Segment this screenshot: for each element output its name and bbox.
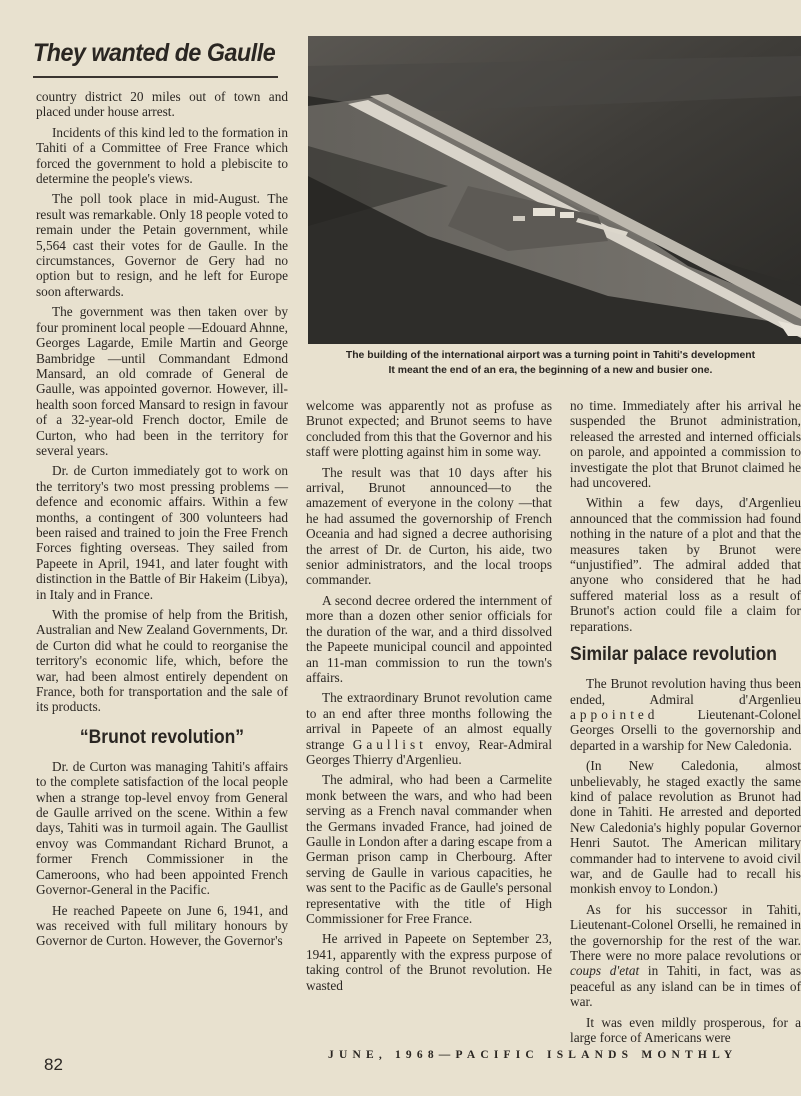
text-run: in Tahiti, in fact, was as peaceful as any island can be in times of war. <box>570 963 801 1010</box>
italic-phrase: coups d'etat <box>570 963 640 979</box>
page-number: 82 <box>44 1055 63 1074</box>
paragraph: He arrived in Papeete on September 23, 1941, apparently with the express purpose of taking control of the Brunot revolution. He wasted <box>306 931 552 993</box>
text-run: Lieutenant-Colonel Georges Orselli to the governorship and departed in a warship for New Caledonia. <box>570 706 801 753</box>
paragraph: (In New Caledonia, almost unbelievably, he staged exactly the same kind of palace revolution as Brunot had done in Tahiti. He arrested and deported New Caledonia's highly popular Governor Henri Sautot. The American military commander had to intervene to avoid civil war, and de Gaulle had to recall his monkish envoy to London.) <box>570 758 801 897</box>
airport-aerial-photo <box>308 36 801 344</box>
text-run: As for his successor in Tahiti, Lieutenant-Colonel Orselli, he remained in the governorship for the rest of the war. There were no more palace revolutions or <box>570 901 801 963</box>
paragraph: The government was then taken over by four prominent local people —Edouard Ahnne, Georges Lagarde, Emile Martin and George Bambridge —until Commandant Edmond Mansard, an old comrade of General de Gaulle, was appointed governor. However, ill-health soon forced Mansard to resign in favour of a 32-year-old French doctor, Emile de Curton, who had been in the territory for several years. <box>36 304 288 458</box>
paragraph: country district 20 miles out of town and placed under house arrest. <box>36 89 288 120</box>
running-footer: JUNE, 1968—PACIFIC ISLANDS MONTHLY <box>328 1049 738 1061</box>
paragraph: The admiral, who had been a Carmelite monk between the wars, and who had been serving as a French naval commander when the Germans invaded France, had joined de Gaulle in London after a daring escape from a German prison camp in Cherbourg. After serving de Gaulle in various capacities, he was sent to the Pacific as de Gaulle's personal representative with the title of High Commissioner for Free France. <box>306 772 552 926</box>
column-3 <box>570 398 801 1046</box>
column-2 <box>306 398 552 1038</box>
spaced-word: Gaullist <box>352 736 427 752</box>
title-rule <box>33 76 278 78</box>
paragraph: no time. Immediately after his arrival he suspended the Brunot administration, released the arrested and interned officials on parole, and appointed a commission to investigate the plot that Brunot claimed he had uncovered. <box>570 398 801 491</box>
section-heading-brunot: “Brunot revolution” <box>79 726 245 748</box>
paragraph: Within a few days, d'Argenlieu announced that the commission had found nothing in the nature of a plot and that the measures taken by Brunot were “unjustified”. The admiral added that anyone who considered that he had suffered material loss as a result of Brunot's action could file a claim for reparations. <box>570 495 801 634</box>
text-run: The Brunot revolution having thus been ended, Admiral d'Argenlieu <box>570 676 801 707</box>
section-heading-palace: Similar palace revolution <box>570 644 777 666</box>
article-title: They wanted de Gaulle <box>33 39 276 67</box>
caption-line-2: It meant the end of an era, the beginning of a new and busier one. <box>388 365 713 376</box>
paragraph <box>570 902 801 1010</box>
photo-caption <box>300 348 801 378</box>
paragraph: The poll took place in mid-August. The result was remarkable. Only 18 people voted to remain under the Petain government, while 5,564 cast their votes for de Gaulle. In the circumstances, Governor de Gery had no option but to resign, and he left for Europe soon afterwards. <box>36 191 288 299</box>
paragraph: Incidents of this kind led to the formation in Tahiti of a Committee of Free France which forced the government to hold a plebiscite to determine the people's views. <box>36 124 288 187</box>
paragraph <box>306 690 552 767</box>
paragraph: The result was that 10 days after his arrival, Brunot announced—to the amazement of everyone in the colony —that he had assumed the governorship of French Oceania and had signed a decree authorising the arrest of Dr. de Curton, his aide, two senior administrators, and the local troops commander. <box>306 464 552 588</box>
paragraph: It was even mildly prosperous, for a large force of Americans were <box>570 1014 801 1046</box>
paragraph <box>570 676 801 753</box>
spaced-word: appointed <box>570 706 659 722</box>
paragraph: welcome was apparently not as profuse as Brunot expected; and Brunot seems to have concluded from this that the Governor and his staff were plotting against him in some way. <box>306 398 552 460</box>
paragraph: With the promise of help from the British, Australian and New Zealand Governments, Dr. de Curton did what he could to reorganise the territory's economic life, which, before the war, had been almost entirely dependent on France, both for transportation and the sale of its products. <box>36 607 288 715</box>
caption-line-1: The building of the international airport was a turning point in Tahiti's development <box>345 350 756 361</box>
paragraph: Dr. de Curton immediately got to work on the territory's two most pressing problems — defence and economic affairs. Within a few months, a contingent of 300 volunteers had been raised and trained to join the Free French Forces fighting overseas. They sailed from Papeete in April, 1941, and later fought with distinction in the Battle of Bir Hakeim (Libya), in Italy and in France. <box>36 463 288 602</box>
column-1 <box>36 89 288 1034</box>
text-run: The extraordinary Brunot revolution came to an end after three months following the arrival in Papeete of an almost equally strange <box>306 690 552 752</box>
paragraph: A second decree ordered the internment of more than a dozen other senior officials for the duration of the war, and a third dissolved the Papeete municipal council and appointed an 11-man commission to run the town's affairs. <box>306 592 552 685</box>
paragraph: He reached Papeete on June 6, 1941, and was received with full military honours by Governor de Curton. However, the Governor's <box>36 902 288 949</box>
paragraph: Dr. de Curton was managing Tahiti's affairs to the complete satisfaction of the local people when a strange top-level envoy from General de Gaulle arrived on the scene. Within a few days, Tahiti was in turmoil again. The Gaullist envoy was Commandant Richard Brunot, a former French Commissioner in the Cameroons, who had been appointed French Governor-General in the Pacific. <box>36 758 288 898</box>
text-run: envoy, Rear-Admiral Georges Thierry d'Argenlieu. <box>306 736 553 767</box>
